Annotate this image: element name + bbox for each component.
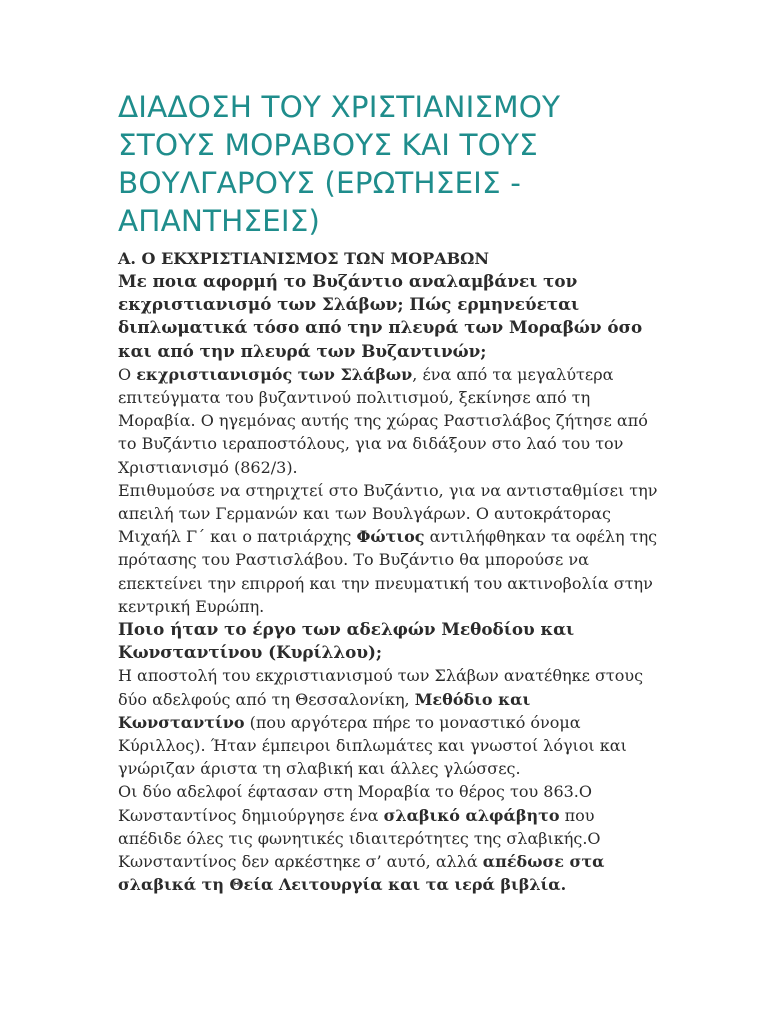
text-run: (που αργότερα πήρε το μοναστικό όνομα Κύριλλος). Ήταν έμπειροι διπλωμάτες και γνωστοί λόγιοι και γνώριζαν άριστα τη σλαβική και άλλες γλώσσες. (118, 712, 627, 779)
question-2: Ποιο ήταν το έργο των αδελφών Μεθοδίου και Κωνσταντίνου (Κυρίλλου); (118, 619, 575, 663)
question-1: Με ποια αφορμή το Βυζάντιο αναλαμβάνει τον εκχριστιανισμό των Σλάβων; Πώς ερμηνεύεται διπλωματικά τόσο από την πλευρά των Μοραβών όσο και από την πλευρά των Βυζαντινών; (118, 271, 643, 361)
answer-2-paragraph-1 (118, 664, 658, 780)
text-run: Επιθυμούσε να στηριχτεί στο Βυζάντιο, για να αντισταθμίσει την απειλή των Γερμανών και των Βουλγάρων. Ο αυτοκράτορας Μιχαήλ Γ΄ και ο πατριάρχης (118, 480, 658, 547)
bold-text-run: Μεθόδιο και Κωνσταντίνο (118, 689, 531, 732)
text-run: , ένα από τα μεγαλύτερα επιτεύγματα του βυζαντινού πολιτισμού, ξεκίνησε από τη Μοραβία. Ο ηγεμόνας αυτής της χώρας Ραστισλάβος ζήτησε από το Βυζάντιο ιεραποστόλους, για να διδάξουν στο λαό του τον Χριστιανισμό (862/3). (118, 364, 648, 477)
text-run: Η αποστολή του εκχριστιανισμού των Σλάβων ανατέθηκε στους δύο αδελφούς από τη Θεσσαλονίκη, (118, 666, 644, 709)
text-run: αντιλήφθηκαν τα οφέλη της πρότασης του Ραστισλάβου. Το Βυζάντιο θα μπορούσε να επεκτείνει την επιρροή και την πνευματική του ακτινοβολία στην κεντρική Ευρώπη. (118, 527, 658, 616)
bold-text-run: απέδωσε στα σλαβικά τη Θεία Λειτουργία και τα ιερά βιβλία. (118, 852, 605, 895)
answer-1-paragraph-2 (118, 479, 658, 618)
answer-1-paragraph-1 (118, 363, 658, 479)
text-run: που απέδιδε όλες τις φωνητικές ιδιαιτερότητες της σλαβικής.Ο Κωνσταντίνος δεν αρκέστηκε σ’ αυτό, αλλά (118, 805, 601, 872)
bold-text-run: εκχριστιανισμός των Σλάβων (136, 364, 413, 384)
text-run: Ο (118, 364, 137, 384)
document-page (118, 88, 658, 896)
bold-text-run: σλαβικό αλφάβητο (383, 805, 560, 825)
answer-2-paragraph-2 (118, 780, 658, 896)
text-run: Οι δύο αδελφοί έφτασαν στη Μοραβία το θέρος του 863.Ο Κωνσταντίνος δημιούργησε ένα (118, 782, 593, 825)
document-title: ΔΙΑΔΟΣΗ ΤΟΥ ΧΡΙΣΤΙΑΝΙΣΜΟΥ ΣΤΟΥΣ ΜΟΡΑΒΟΥΣ ΚΑΙ ΤΟΥΣ ΒΟΥΛΓΑΡΟΥΣ (ΕΡΩΤΗΣΕΙΣ - ΑΠΑΝΤΗΣΕΙΣ) (118, 90, 561, 238)
bold-text-run: Φώτιος (356, 527, 425, 547)
section-heading: Α. Ο ΕΚΧΡΙΣΤΙΑΝΙΣΜΟΣ ΤΩΝ ΜΟΡΑΒΩΝ (118, 249, 489, 268)
